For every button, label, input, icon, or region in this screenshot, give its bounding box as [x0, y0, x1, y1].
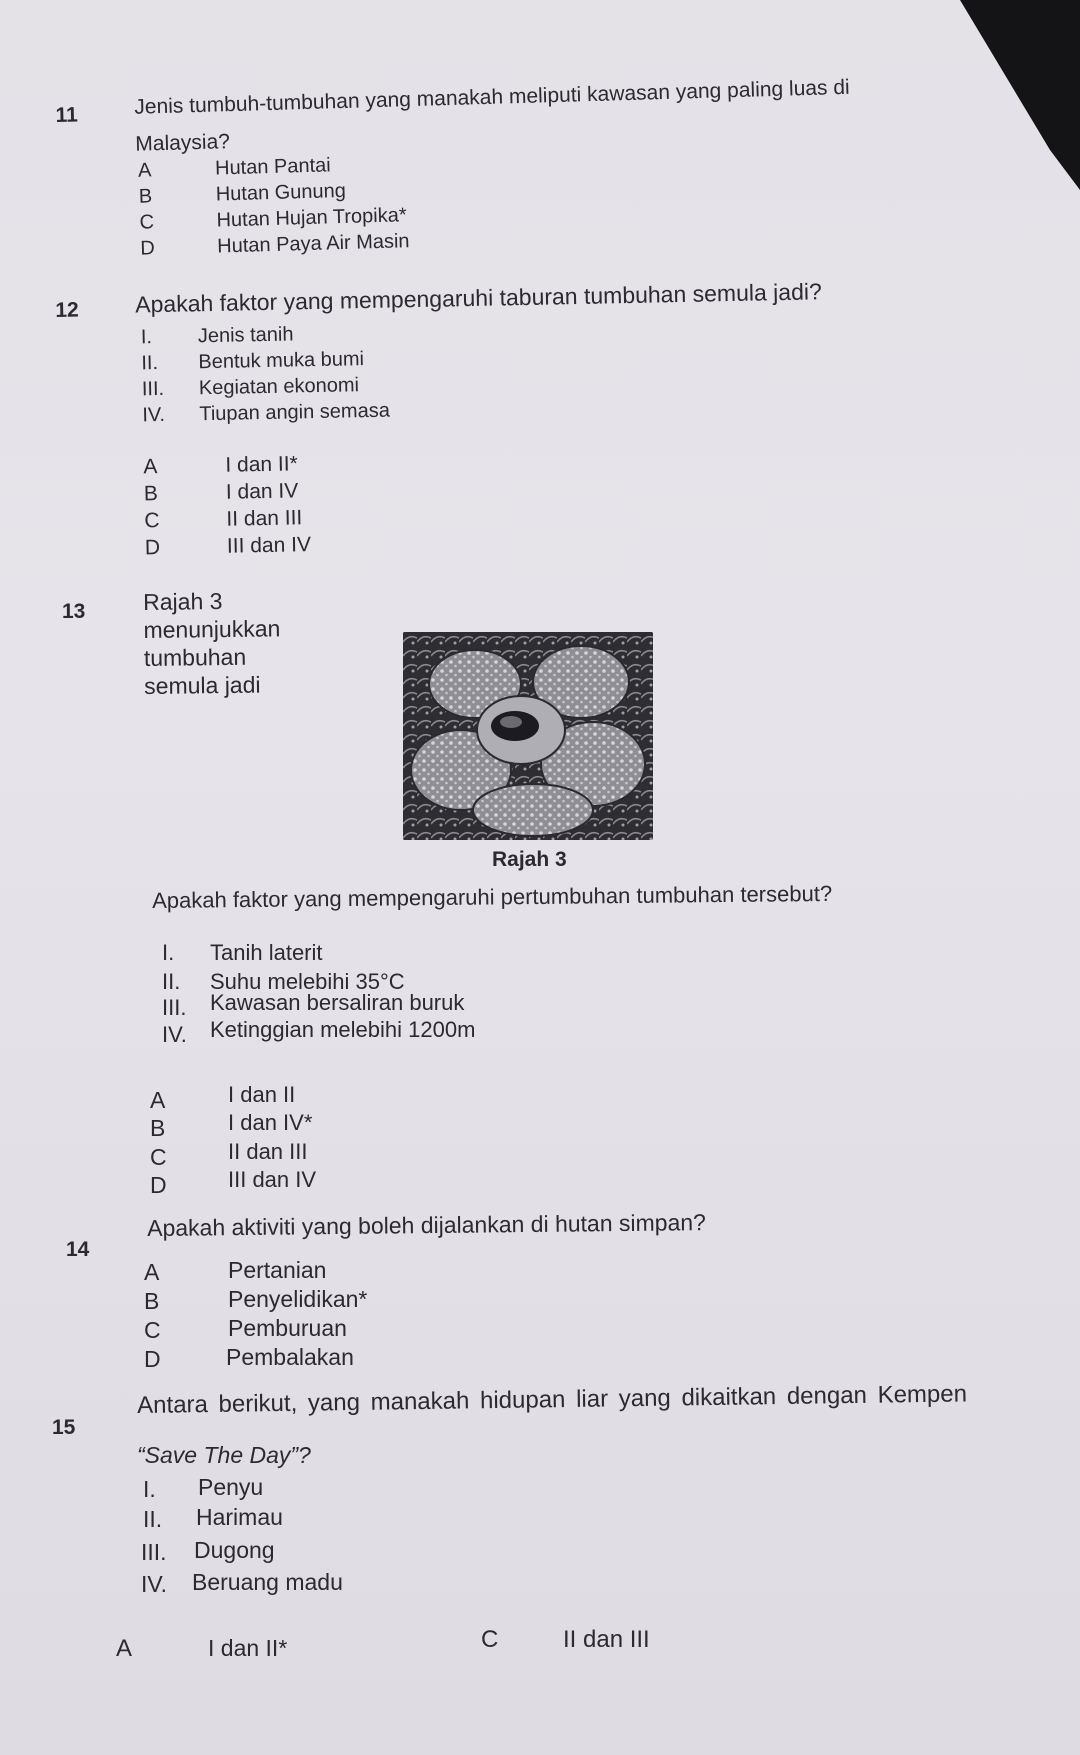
question-number: 11 — [55, 103, 79, 127]
option-text: I dan IV — [225, 479, 299, 504]
statement-text: Kegiatan ekonomi — [198, 374, 360, 400]
statement-roman: II. — [162, 969, 181, 994]
option-letter: A — [137, 159, 152, 182]
option-text: Hutan Pantai — [214, 154, 331, 180]
question-11 — [55, 68, 1059, 266]
option-letter: A — [150, 1087, 166, 1113]
option-text: Hutan Gunung — [215, 179, 347, 206]
option-text: II dan III — [228, 1139, 308, 1164]
option-letter: B — [150, 1115, 166, 1141]
statement-roman: II. — [143, 1506, 163, 1532]
option-text: Hutan Paya Air Masin — [216, 230, 410, 258]
question-15-number: 15 — [52, 1416, 76, 1439]
option-text: Penyelidikan* — [228, 1286, 368, 1312]
question-15-stem-line2: “Save The Day”? — [137, 1442, 311, 1468]
question-stem-line2: Malaysia? — [135, 130, 231, 156]
option-letter: C — [481, 1626, 499, 1653]
statement-roman: III. — [141, 377, 165, 401]
option-text: Pembalakan — [226, 1344, 354, 1370]
option-letter: D — [139, 237, 156, 260]
option-text: II dan III — [563, 1626, 650, 1653]
option-letter: A — [116, 1635, 133, 1662]
option-letter: C — [150, 1144, 167, 1170]
question-stem-line1: Jenis tumbuh-tumbuhan yang manakah meliputi kawasan yang paling luas di — [134, 75, 850, 119]
statement-text: Suhu melebihi 35°C — [210, 969, 405, 994]
question-12 — [55, 273, 1060, 572]
option-letter: A — [143, 455, 158, 479]
statement-roman: IV. — [162, 1022, 187, 1047]
statement-roman: IV. — [142, 403, 166, 427]
option-text: I dan IV* — [228, 1110, 313, 1135]
option-text: I dan II — [228, 1082, 296, 1107]
question-15-stem-line1: Antara berikut, yang manakah hidupan liar yang dikaitkan dengan Kempen — [137, 1380, 968, 1419]
statement-text: Kawasan bersaliran buruk — [210, 990, 465, 1015]
statement-roman: I. — [162, 940, 175, 965]
option-text: III dan IV — [228, 1167, 317, 1192]
option-letter: D — [144, 536, 161, 560]
statement-text: Beruang madu — [192, 1569, 343, 1595]
figure-caption: Rajah 3 — [492, 848, 567, 871]
question-14-stem: Apakah aktiviti yang boleh dijalankan di hutan simpan? — [147, 1209, 707, 1241]
option-text: Hutan Hujan Tropika* — [216, 204, 407, 232]
option-letter: B — [144, 1288, 160, 1314]
option-text: Pertanian — [228, 1257, 327, 1283]
statement-text: Bentuk muka bumi — [198, 348, 365, 374]
option-letter: A — [144, 1259, 160, 1285]
option-letter: D — [150, 1172, 167, 1198]
option-letter: C — [139, 211, 155, 234]
statement-text: Penyu — [198, 1474, 264, 1500]
statement-text: Tanih laterit — [210, 940, 323, 965]
question-stem: Apakah faktor yang mempengaruhi taburan tumbuhan semula jadi? — [135, 278, 822, 318]
option-letter: D — [144, 1346, 161, 1372]
rafflesia-flower-image — [403, 632, 653, 840]
option-letter: C — [144, 1317, 161, 1343]
question-stem: Rajah 3 menunjukkan tumbuhan semula jadi — [143, 588, 281, 699]
option-text: I dan II* — [208, 1635, 288, 1661]
statement-roman: III. — [162, 995, 187, 1020]
statement-roman: III. — [141, 1539, 167, 1565]
option-letter: C — [144, 509, 160, 533]
statement-text: Dugong — [194, 1537, 275, 1563]
question-number: 12 — [55, 298, 79, 322]
statement-text: Tiupan angin semasa — [199, 399, 391, 426]
option-text: II dan III — [226, 506, 303, 531]
statement-roman: IV. — [141, 1571, 168, 1597]
statement-roman: II. — [141, 352, 159, 375]
statement-roman: I. — [140, 326, 153, 349]
statement-text: Harimau — [196, 1504, 283, 1530]
question-prompt: Apakah faktor yang mempengaruhi pertumbuhan tumbuhan tersebut? — [152, 880, 833, 913]
question-14-number: 14 — [66, 1238, 90, 1261]
option-letter: B — [138, 185, 153, 208]
option-text: Pemburuan — [228, 1315, 347, 1341]
statement-text: Jenis tanih — [197, 323, 294, 348]
option-text: III dan IV — [226, 533, 312, 558]
option-letter: B — [143, 482, 159, 506]
statement-text: Ketinggian melebihi 1200m — [210, 1017, 476, 1042]
statement-roman: I. — [143, 1476, 156, 1502]
option-text: I dan II* — [225, 452, 298, 477]
question-number: 13 — [62, 600, 86, 623]
